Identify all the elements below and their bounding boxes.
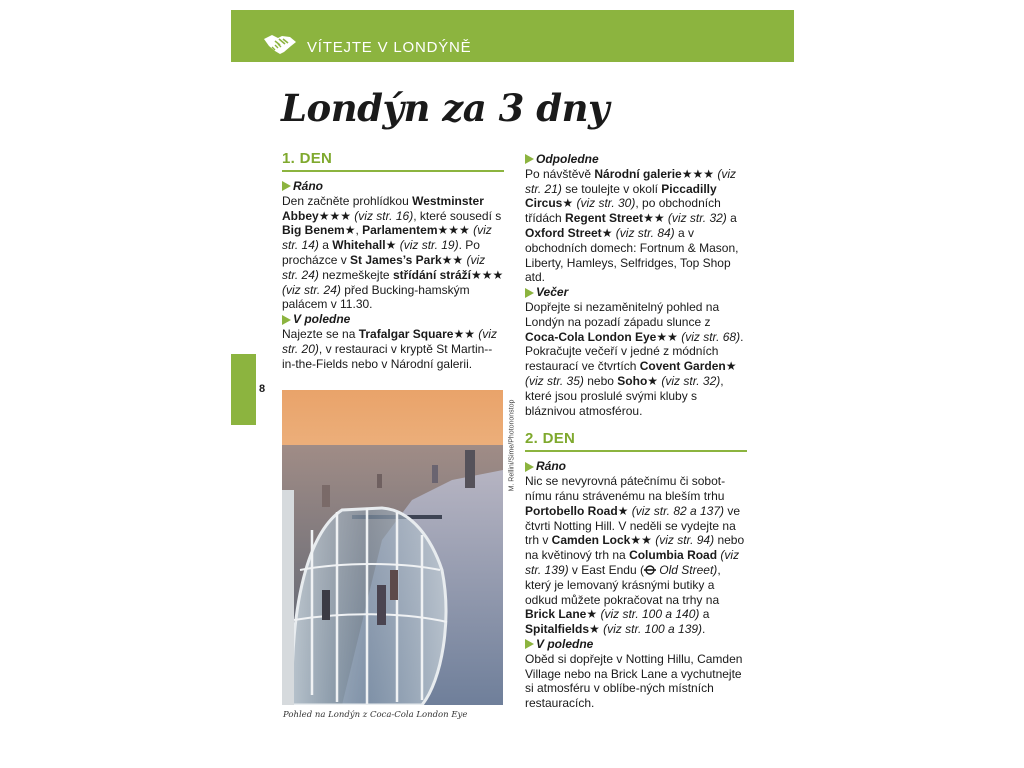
handshake-icon xyxy=(263,33,297,55)
day1-morning-heading: Ráno xyxy=(282,179,504,194)
day1-afternoon-text: Po návštěvě Národní galerie★★★ (viz str. 21) se toulejte v okolí Piccadilly Circus★ (viz str. 30), po obchodních třídách Regent Street★★ (viz str. 32) a Oxford Street★ (viz str. 84) a v obchodních domech: Fortnum & Mason, Liberty, Hamleys, Selfridges, Top Shop atd. xyxy=(525,166,739,285)
column-left xyxy=(282,150,504,371)
section-title: VÍTEJTE V LONDÝNĚ xyxy=(307,39,472,56)
day1-evening-heading: Večer xyxy=(525,285,747,300)
triangle-bullet-icon xyxy=(525,288,534,298)
day1-noon-heading: V poledne xyxy=(282,312,504,327)
day1-noon-text: Najezte se na Trafalgar Square★★ (viz str. 20), v restauraci v kryptě St Martin--in-the-Fields nebo v Národní galerii. xyxy=(282,326,497,371)
day2-noon-text: Oběd si dopřejte v Notting Hillu, Camden Village nebo na Brick Lane a vychutnejte si atmosféru v oblíbe-ných místních restauracích. xyxy=(525,651,743,711)
day1-evening-text: Dopřejte si nezaměnitelný pohled na Londýn na pozadí západu slunce z Coca-Cola London Eye★★ (viz str. 68). Pokračujte večeří v jedné z módních restaurací ve čtvrtích Covent Garden★ (viz str. 35) nebo Soho★ (viz str. 32), které jsou proslulé svými kluby s bláznivou atmosférou. xyxy=(525,299,744,418)
photo-caption: Pohled na Londýn z Coca-Cola London Eye xyxy=(283,710,468,720)
page-number: 8 xyxy=(259,383,266,395)
triangle-bullet-icon xyxy=(525,639,534,649)
section-header xyxy=(231,10,794,62)
photo-credit: M. Rellini/Sime/Photononstop xyxy=(508,399,516,492)
triangle-bullet-icon xyxy=(282,315,291,325)
page-side-tab xyxy=(231,354,256,425)
underground-icon xyxy=(644,565,656,575)
day2-morning-heading: Ráno xyxy=(525,459,747,474)
day1-heading: 1. DEN xyxy=(282,150,504,172)
triangle-bullet-icon xyxy=(282,181,291,191)
triangle-bullet-icon xyxy=(525,462,534,472)
day1-morning-text: Den začněte prohlídkou Westminster Abbey★★★ (viz str. 16), které sousedí s Big Benem★, Parlamentem★★★ (viz str. 14) a Whitehall★ (viz str. 19). Po procházce v St James’s Park★★ (viz str. 24) nezmeškejte střídání stráží★★★ (viz str. 24) před Bucking-hamským palácem v 11.30. xyxy=(282,193,504,312)
column-right xyxy=(525,152,747,711)
triangle-bullet-icon xyxy=(525,154,534,164)
day2-noon-heading: V poledne xyxy=(525,637,747,652)
page-title: Londýn za 3 dny xyxy=(281,86,610,130)
day2-heading: 2. DEN xyxy=(525,430,747,452)
london-eye-photo xyxy=(282,390,503,705)
day1-afternoon-heading: Odpoledne xyxy=(525,152,747,167)
day2-morning-text: Nic se nevyrovná pátečnímu či sobot-nímu ránu strávenému na bleším trhu Portobello Road★ (viz str. 82 a 137) ve čtvrti Notting Hill. V neděli se vydejte na trh v Camden Lock★★ (viz str. 94) nebo na květinový trh na Columbia Road (viz str. 139) v East Endu ( Old Street), který je lemovaný krásnými butiky a odkud můžete pokračovat na trhy na Brick Lane★ (viz str. 100 a 140) a Spitalfields★ (viz str. 100 a 139). xyxy=(525,474,745,637)
